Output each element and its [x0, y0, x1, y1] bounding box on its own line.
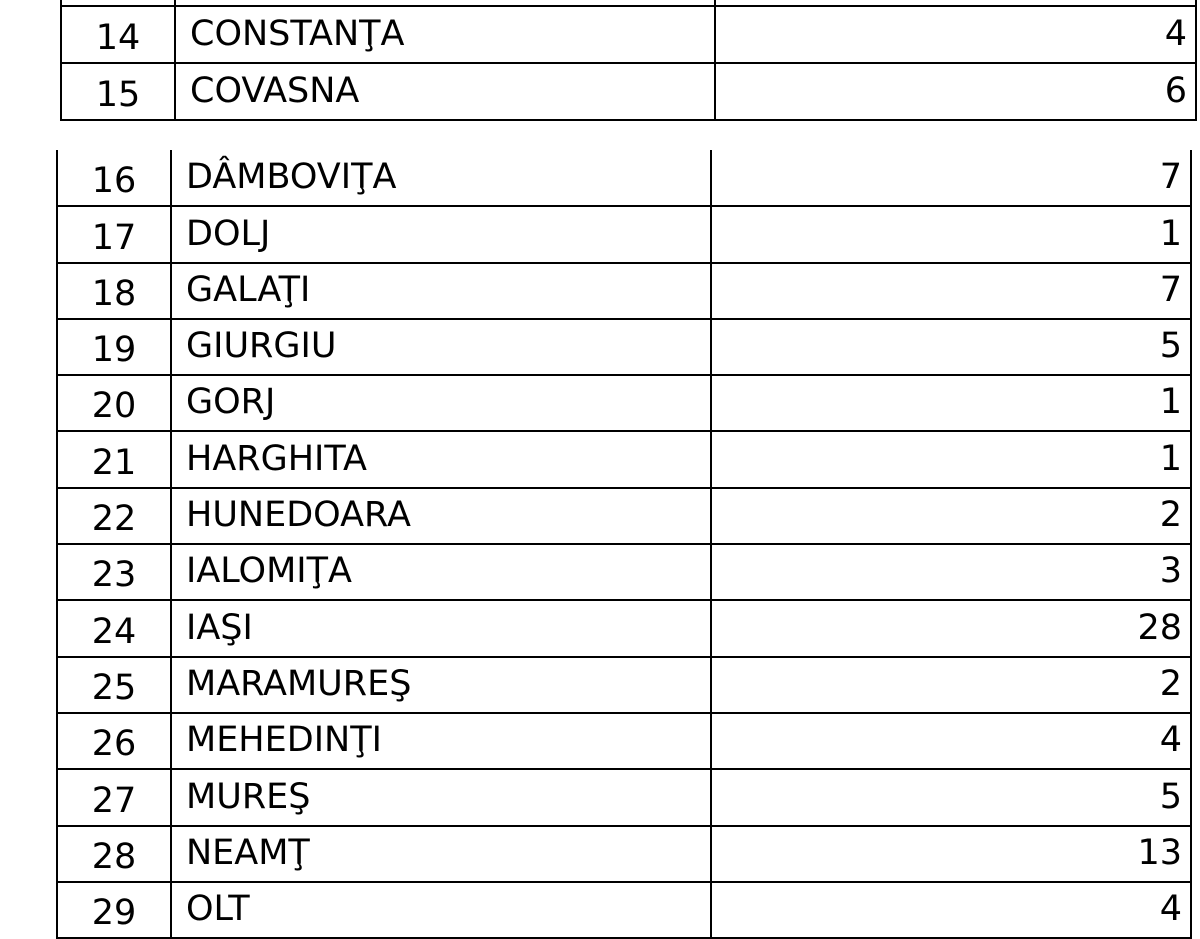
row-number: 29: [57, 882, 171, 938]
row-number: 18: [57, 263, 171, 319]
county-value: 2: [711, 657, 1191, 713]
row-number: 16: [57, 150, 171, 206]
row-number: 23: [57, 544, 171, 600]
table-row: [57, 544, 1191, 600]
row-number: 19: [57, 319, 171, 375]
row-number: 21: [57, 431, 171, 487]
county-value: 4: [711, 713, 1191, 769]
table-row: [57, 882, 1191, 938]
county-name: GIURGIU: [171, 319, 711, 375]
county-value: 1: [711, 375, 1191, 431]
table-row: [57, 713, 1191, 769]
table-row: [57, 600, 1191, 656]
county-value: 1: [711, 431, 1191, 487]
row-number: 27: [57, 769, 171, 825]
county-value: 5: [711, 769, 1191, 825]
row-number: 20: [57, 375, 171, 431]
table-row: [61, 6, 1196, 63]
row-number: 15: [61, 63, 175, 120]
county-value: 13: [711, 826, 1191, 882]
county-name: DOLJ: [171, 206, 711, 262]
county-value: 2: [711, 488, 1191, 544]
county-name: NEAMŢ: [171, 826, 711, 882]
county-name: DÂMBOVIŢA: [171, 150, 711, 206]
county-name: IALOMIŢA: [171, 544, 711, 600]
row-number: 28: [57, 826, 171, 882]
county-name: MARAMUREŞ: [171, 657, 711, 713]
table-row: [57, 319, 1191, 375]
county-value: 4: [715, 6, 1196, 63]
table-row: [57, 263, 1191, 319]
county-value: 7: [711, 150, 1191, 206]
county-name: HARGHITA: [171, 431, 711, 487]
county-value: 7: [711, 263, 1191, 319]
row-number: 24: [57, 600, 171, 656]
county-name: OLT: [171, 882, 711, 938]
row-number: 25: [57, 657, 171, 713]
county-name: COVASNA: [175, 63, 715, 120]
county-name: MEHEDINŢI: [171, 713, 711, 769]
county-name: CONSTANŢA: [175, 6, 715, 63]
county-name: HUNEDOARA: [171, 488, 711, 544]
county-name: MUREŞ: [171, 769, 711, 825]
county-name: GALAŢI: [171, 263, 711, 319]
county-value: 3: [711, 544, 1191, 600]
row-number: 17: [57, 206, 171, 262]
row-number: 26: [57, 713, 171, 769]
table-row: [57, 150, 1191, 206]
county-value: 28: [711, 600, 1191, 656]
table-row: [57, 375, 1191, 431]
table-row: [57, 826, 1191, 882]
table-row: [61, 63, 1196, 120]
county-value: 5: [711, 319, 1191, 375]
table-row: [57, 657, 1191, 713]
county-name: IAŞI: [171, 600, 711, 656]
table-row: [57, 769, 1191, 825]
county-table-top-fragment: [60, 0, 1197, 121]
row-number: 14: [61, 6, 175, 63]
table-row: [57, 206, 1191, 262]
county-table-main: [56, 150, 1192, 939]
row-number: 22: [57, 488, 171, 544]
county-value: 1: [711, 206, 1191, 262]
county-name: GORJ: [171, 375, 711, 431]
table-row: [57, 488, 1191, 544]
county-value: 6: [715, 63, 1196, 120]
table-row: [57, 431, 1191, 487]
county-value: 4: [711, 882, 1191, 938]
